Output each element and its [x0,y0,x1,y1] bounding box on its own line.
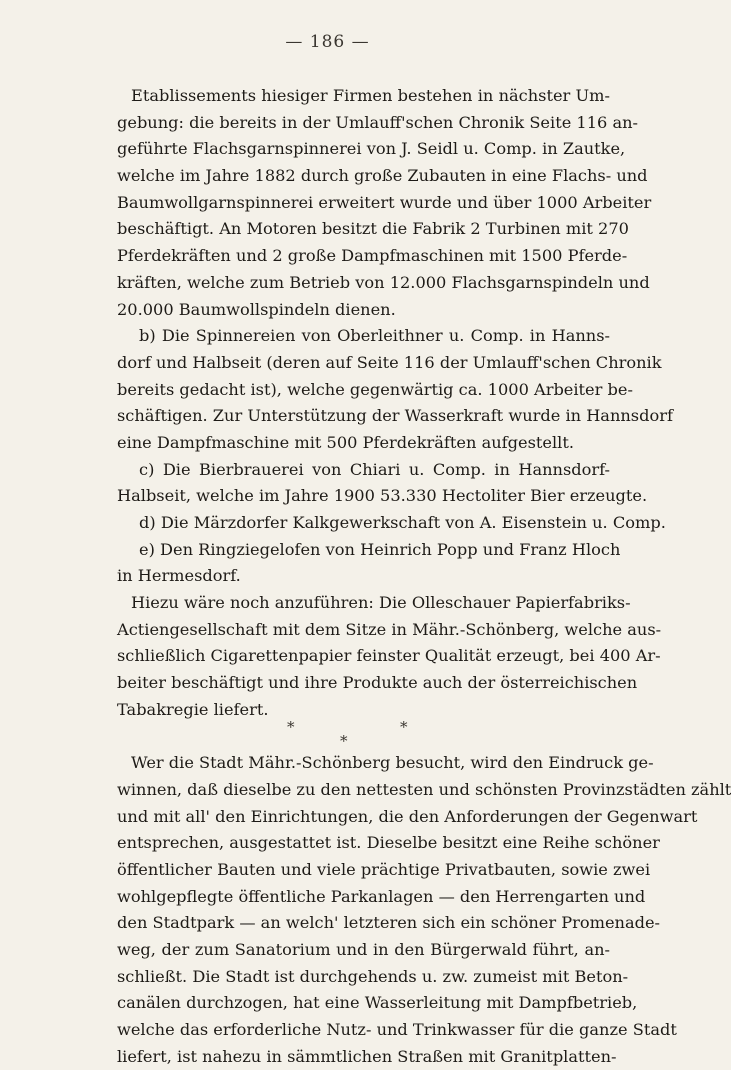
text-line: in Hermesdorf. [117,566,241,586]
text-line: Wer die Stadt Mähr.-Schönberg besucht, wird den Eindruck ge- [131,753,654,773]
separator-star: * [340,731,348,750]
text-line: Hiezu wäre noch anzuführen: Die Olleschauer Papierfabriks- [131,593,631,613]
separator-star: * [287,717,295,736]
text-line: liefert, ist nahezu in sämmtlichen Straßen mit Granitplatten- [117,1046,617,1066]
text-line: dorf und Halbseit (deren auf Seite 116 der Umlauff'schen Chronik [117,352,662,372]
text-line: Tabakregie liefert. [117,699,269,719]
text-line: kräften, welche zum Betrieb von 12.000 Flachsgarnspindeln und [117,272,650,292]
text-line: Halbseit, welche im Jahre 1900 53.330 Hectoliter Bier erzeugte. [117,486,648,506]
page-number: — 186 — [285,32,370,52]
text-line: den Stadtpark — an welch' letzteren sich ein schöner Promenade- [117,913,661,933]
text-line: winnen, daß dieselbe zu den nettesten und schönsten Provinzstädten zählt [117,779,731,799]
text-line: beschäftigt. An Motoren besitzt die Fabrik 2 Turbinen mit 270 [117,219,629,239]
text-line: c) Die Bierbrauerei von Chiari u. Comp. in Hannsdorf- [139,459,610,479]
text-line: und mit all' den Einrichtungen, die den Anforderungen der Gegenwart [117,806,698,826]
text-line: welche das erforderliche Nutz- und Trinkwasser für die ganze Stadt [117,1020,677,1040]
section-separator [117,717,610,751]
text-line: schließt. Die Stadt ist durchgehends u. zw. zumeist mit Beton- [117,966,629,986]
text-line: entsprechen, ausgestattet ist. Dieselbe besitzt eine Reihe schöner [117,833,660,853]
text-line: Pferdekräften und 2 große Dampfmaschinen mit 1500 Pferde- [117,246,628,266]
text-line: Etablissements hiesiger Firmen bestehen in nächster Um- [131,86,610,105]
separator-star: * [400,717,408,736]
text-line: b) Die Spinnereien von Oberleithner u. Comp. in Hanns- [139,326,610,346]
text-line: weg, der zum Sanatorium und in den Bürgerwald führt, an- [117,940,610,959]
text-line: öffentlicher Bauten und viele prächtige Privatbauten, sowie zwei [117,859,651,879]
paragraphs-before-separator [117,83,673,724]
text-line: Actiengesellschaft mit dem Sitze in Mähr.-Schönberg, welche aus- [117,619,662,639]
text-line: d) Die Märzdorfer Kalkgewerkschaft von A. Eisenstein u. Comp. [139,513,666,532]
text-line: 20.000 Baumwollspindeln dienen. [117,299,396,319]
text-line: geführte Flachsgarnspinnerei von J. Seidl u. Comp. in Zautke, [117,139,626,159]
text-line: schäftigen. Zur Unterstützung der Wasserkraft wurde in Hannsdorf [117,406,673,426]
text-line: bereits gedacht ist), welche gegenwärtig ca. 1000 Arbeiter be- [117,379,633,399]
text-line: Baumwollgarnspinnerei erweitert wurde und über 1000 Arbeiter [117,192,652,212]
text-line: eine Dampfmaschine mit 500 Pferdekräften aufgestellt. [117,432,574,452]
text-line: welche im Jahre 1882 durch große Zubauten in eine Flachs- und [117,166,648,186]
text-line: wohlgepflegte öffentliche Parkanlagen — den Herrengarten und [117,886,646,906]
text-line: schließlich Cigarettenpapier feinster Qualität erzeugt, bei 400 Ar- [117,646,661,666]
text-line: gebung: die bereits in der Umlauff'schen Chronik Seite 116 an- [117,112,639,132]
paragraphs-after-separator [117,750,731,1070]
body-text [117,83,731,1070]
text-line: e) Den Ringziegelofen von Heinrich Popp und Franz Hloch [139,539,621,559]
text-line: canälen durchzogen, hat eine Wasserleitung mit Dampfbetrieb, [117,993,638,1013]
text-line: beiter beschäftigt und ihre Produkte auch der österreichischen [117,673,638,693]
